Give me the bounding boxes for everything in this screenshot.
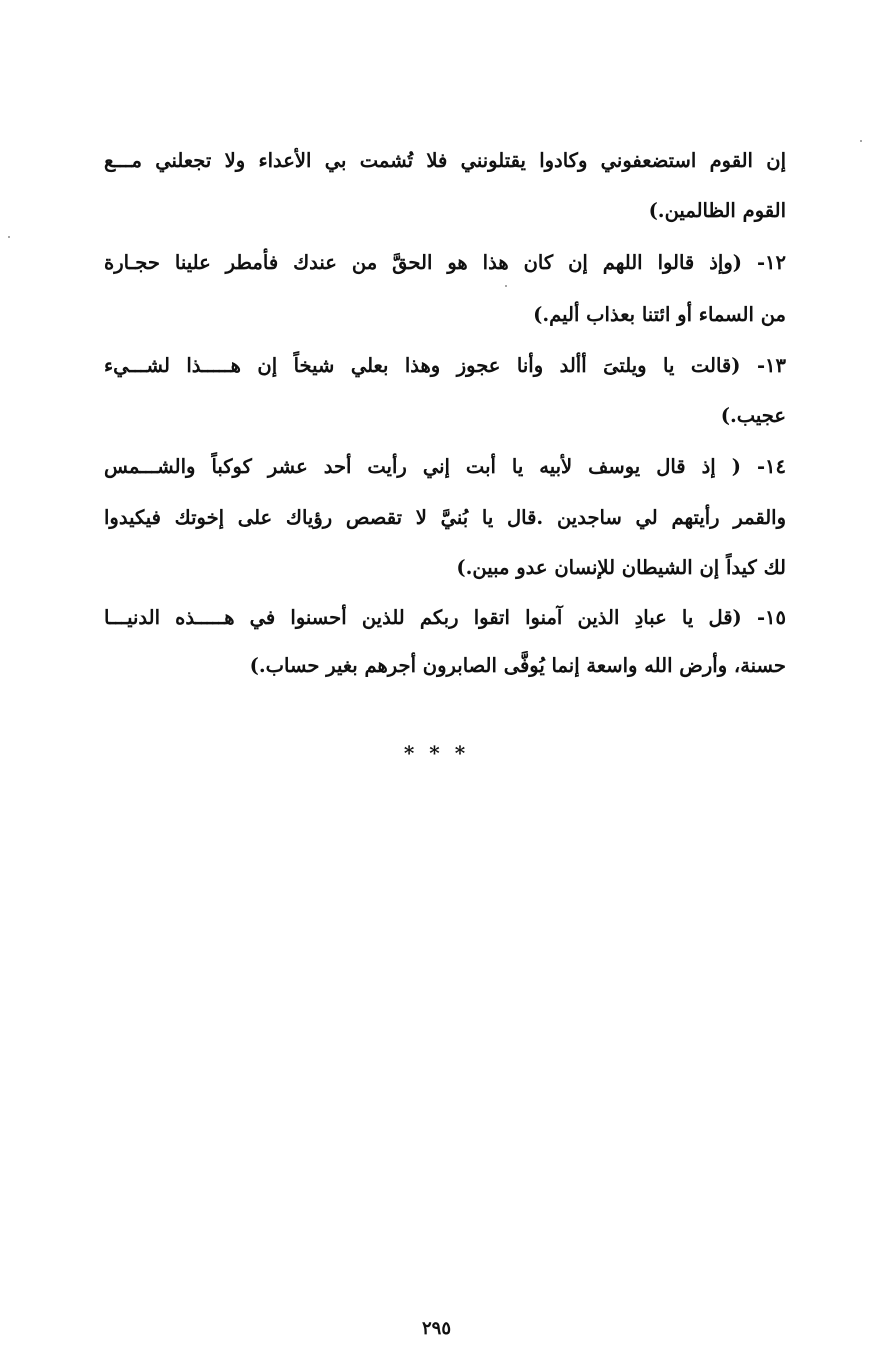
verse-15-line-2: حسنة، وأرض الله واسعة إنما يُوفَّى الصابرون أجرهم بغير حساب.) (249, 654, 786, 677)
text-line-1: إن القوم استضعفوني وكادوا يقتلونني فلا تُشمت بي الأعداء ولا تجعلني مـــع (104, 149, 786, 172)
scan-speck (860, 140, 862, 142)
verse-14-line-3: لك كيداً إن الشيطان للإنسان عدو مبين.) (456, 556, 786, 579)
page-number: ٢٩٥ (421, 1318, 451, 1339)
section-divider: * * * (403, 741, 470, 765)
verse-13-line-2: عجيب.) (720, 404, 786, 427)
verse-13-line-1: ١٣- (قالت يا ويلتىَ أألد وأنا عجوز وهذا بعلي شيخاً إن هـــــذا لشـــيء (104, 354, 786, 377)
verse-12-line-2: من السماء أو ائتنا بعذاب أليم.) (533, 303, 786, 326)
verse-15-line-1: ١٥- (قل يا عبادِ الذين آمنوا اتقوا ربكم للذين أحسنوا في هـــــذه الدنيـــا (104, 606, 786, 629)
scan-speck (505, 285, 507, 287)
scan-speck (8, 236, 10, 238)
text-line-2: القوم الظالمين.) (648, 199, 786, 222)
verse-12-line-1: ١٢- (وإذ قالوا اللهم إن كان هذا هو الحقَّ من عندك فأمطر علينا حجـارة (104, 251, 786, 274)
verse-14-line-2: والقمر رأيتهم لي ساجدين .قال يا بُنيَّ لا تقصص رؤياك على إخوتك فيكيدوا (104, 506, 786, 529)
verse-14-line-1: ١٤- ( إذ قال يوسف لأبيه يا أبت إني رأيت أحد عشر كوكباً والشـــمس (104, 455, 786, 478)
